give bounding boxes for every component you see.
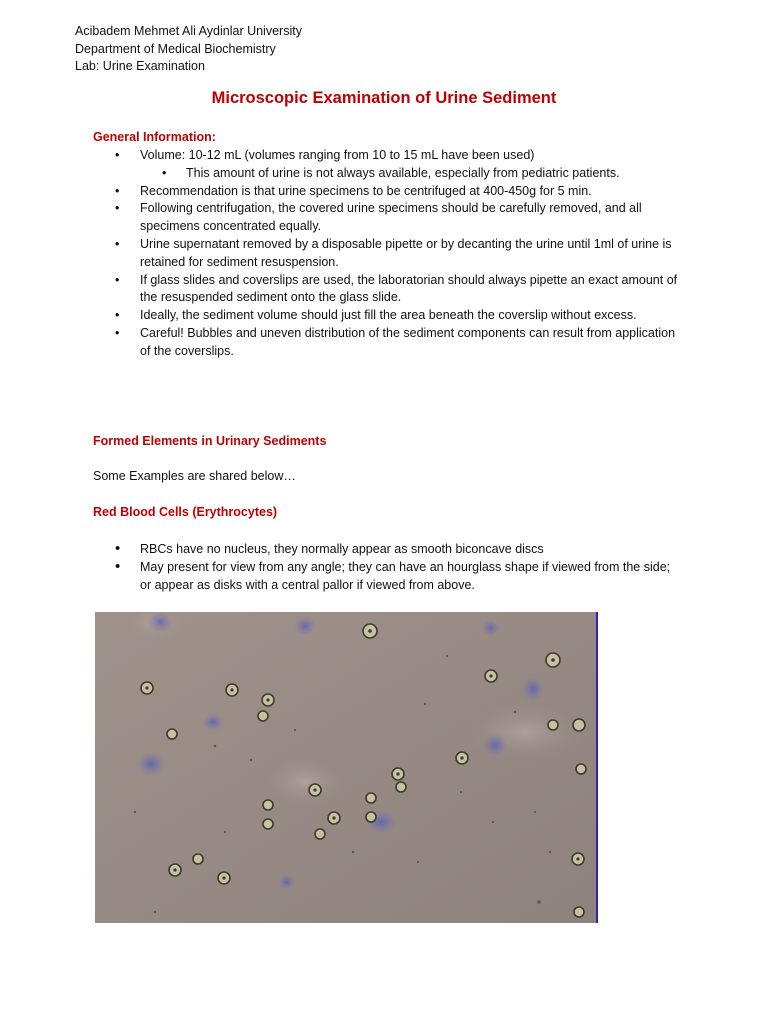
rbc-heading: Red Blood Cells (Erythrocytes) bbox=[93, 505, 278, 519]
general-information-heading: General Information: bbox=[93, 130, 216, 144]
list-item: • Volume: 10-12 mL (volumes ranging from 10 to 15 mL have been used) bbox=[93, 147, 678, 165]
list-item: • If glass slides and coverslips are used, the laboratorian should always pipette an exact amount of the resuspended sediment onto the glass slide. bbox=[93, 272, 678, 308]
page-title: Microscopic Examination of Urine Sediment bbox=[211, 89, 557, 107]
list-item: • May present for view from any angle; they can have an hourglass shape if viewed from the side; or appear as disks with a central pallor if viewed from above. bbox=[93, 559, 678, 595]
lab-name: Lab: Urine Examination bbox=[75, 59, 205, 73]
list-item: • Ideally, the sediment volume should just fill the area beneath the coverslip without excess. bbox=[93, 307, 678, 325]
university-name: Acibadem Mehmet Ali Aydinlar University bbox=[75, 24, 302, 38]
list-item: • Urine supernatant removed by a disposable pipette or by decanting the urine until 1ml of urine is retained for sediment resuspension. bbox=[93, 236, 678, 272]
micrograph-image bbox=[95, 612, 596, 923]
department-name: Department of Medical Biochemistry bbox=[75, 41, 276, 56]
list-item: • Careful! Bubbles and uneven distribution of the sediment components can result from application of the coverslips. bbox=[93, 325, 678, 361]
document-header bbox=[75, 23, 302, 76]
list-item: • Following centrifugation, the covered urine specimens should be carefully removed, and all specimens concentrated equally. bbox=[93, 200, 678, 236]
formed-elements-intro: Some Examples are shared below… bbox=[93, 469, 296, 483]
rbc-micrograph bbox=[95, 612, 598, 923]
list-item: • This amount of urine is not always available, especially from pediatric patients. bbox=[93, 165, 678, 183]
general-information-list bbox=[93, 147, 678, 361]
list-item: • RBCs have no nucleus, they normally appear as smooth biconcave discs bbox=[93, 541, 678, 559]
formed-elements-heading: Formed Elements in Urinary Sediments bbox=[93, 434, 327, 448]
list-item: • Recommendation is that urine specimens to be centrifuged at 400-450g for 5 min. bbox=[93, 183, 678, 201]
rbc-list bbox=[93, 541, 678, 594]
